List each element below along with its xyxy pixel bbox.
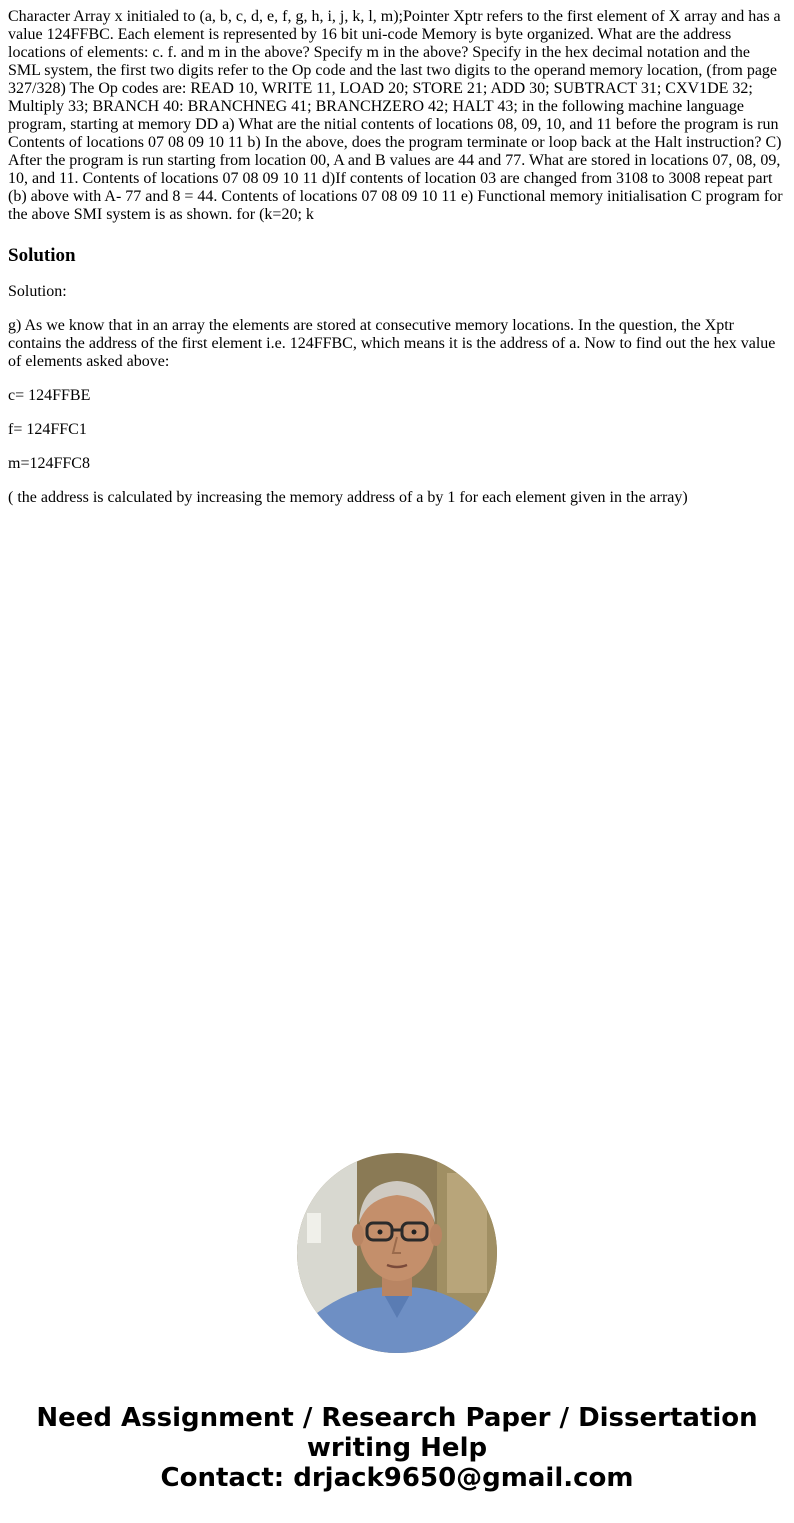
solution-label: Solution: — [8, 283, 67, 300]
avatar-portrait-image — [297, 1153, 497, 1353]
solution-intro: g) As we know that in an array the elements are stored at consecutive memory locations. In the question, the Xptr contains the address of the first element i.e. 124FFBC, which means it is the address of a. Now to find out the hex value of elements asked above: — [8, 317, 776, 370]
answer-c: c= 124FFBE — [8, 387, 91, 404]
author-avatar — [297, 1153, 497, 1353]
promo-line-1: Need Assignment / Research Paper / Dissertation — [36, 1403, 758, 1433]
promo-contact: Contact: drjack9650@gmail.com — [160, 1463, 634, 1493]
answer-f: f= 124FFC1 — [8, 421, 87, 438]
document-body — [8, 0, 786, 507]
solution-heading: Solution — [8, 245, 76, 266]
question-text: Character Array x initialed to (a, b, c, d, e, f, g, h, i, j, k, l, m);Pointer Xptr refers to the first element of X array and has a value 124FFBC. Each element is represented by 16 bit uni-code Memory is byte organized. What are the address locations of elements: c. f. and m in the above? Specify m in the above? Specify in the hex decimal notation and the SML system, the first two digits refer to the Op code and the last two digits to the operand memory location, (from page 327/328) The Op codes are: READ 10, WRITE 11, LOAD 20; STORE 21; ADD 30; SUBTRACT 31; CXV1DE 32; Multiply 33; BRANCH 40: BRANCHNEG 41; BRANCHZERO 42; HALT 43; in the following machine language program, starting at memory DD a) What are the nitial contents of locations 08, 09, 10, and 11 before the program is run Contents of locations 07 08 09 10 11 b) In the above, does the program terminate or loop back at the Halt instruction? C) After the program is run starting from location 00, A and B values are 44 and 77. What are stored in locations 07, 08, 09, 10, and 11. Contents of locations 07 08 09 10 11 d)If contents of location 03 are changed from 3108 to 3008 repeat part (b) above with A- 77 and 8 = 44. Contents of locations 07 08 09 10 11 e) Functional memory initialisation C program for the above SMI system is as shown. for (k=20; k — [8, 8, 783, 223]
solution-note: ( the address is calculated by increasing the memory address of a by 1 for each element given in the array) — [8, 489, 688, 506]
promo-banner — [0, 1403, 794, 1493]
answer-m: m=124FFC8 — [8, 455, 90, 472]
promo-line-2: writing Help — [306, 1433, 488, 1463]
